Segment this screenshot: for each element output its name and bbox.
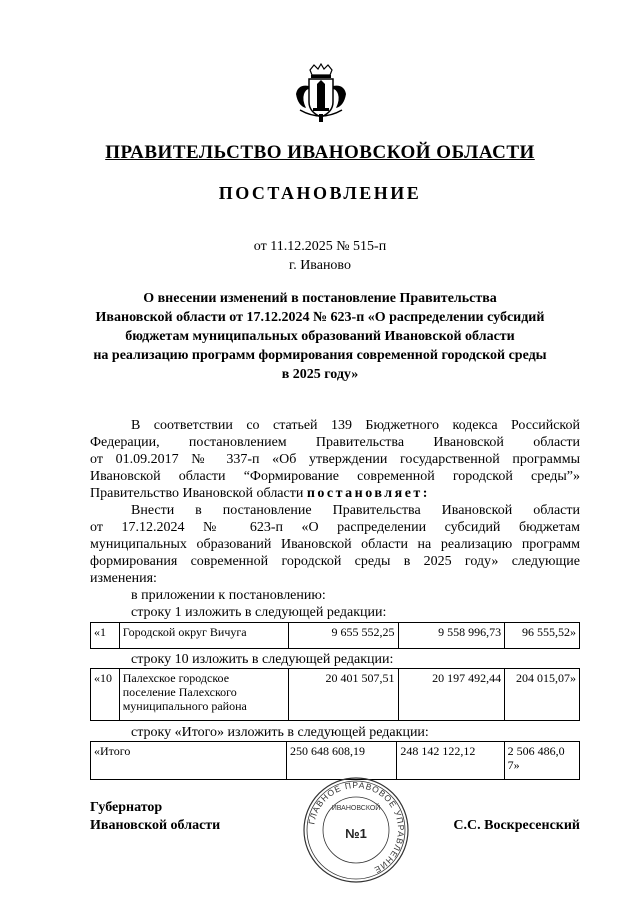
body-line: муниципальных образований Ивановской области на реализацию программ xyxy=(90,537,580,552)
document-type-title: ПОСТАНОВЛЕНИЕ xyxy=(218,183,422,203)
cell-num: «10 xyxy=(91,669,120,721)
document-city: г. Иваново xyxy=(289,258,351,273)
subject-line: на реализацию программ формирования современной городской среды xyxy=(93,348,547,363)
subject-line: в 2025 году» xyxy=(281,367,359,382)
document-date-number: от 11.12.2025 № 515-п xyxy=(253,239,387,254)
cell-value: 20 197 492,44 xyxy=(398,669,505,721)
table-row10 xyxy=(90,668,580,721)
organization-title: ПРАВИТЕЛЬСТВО ИВАНОВСКОЙ ОБЛАСТИ xyxy=(105,142,535,163)
body-line xyxy=(90,485,430,503)
cell-value: 2 506 486,07» xyxy=(504,742,579,780)
subject-line: Ивановской области от 17.12.2024 № 623-п «О распределении субсидий xyxy=(95,310,545,325)
body-line: формирования современной городской среды в 2025 году» следующие xyxy=(90,554,580,569)
cell-value: 9 558 996,73 xyxy=(398,623,505,649)
official-stamp xyxy=(302,776,410,884)
signatory-name: С.С. Воскресенский xyxy=(453,818,580,833)
body-line: Внести в постановление Правительства Ивановской области xyxy=(131,503,580,518)
body-line: В соответствии со статьей 139 Бюджетного кодекса Российской xyxy=(131,418,580,433)
body-line: Ивановской области “Формирование современной городской среды”» xyxy=(90,469,580,484)
coat-of-arms-icon xyxy=(290,62,352,124)
cell-value: 248 142 122,12 xyxy=(397,742,504,780)
body-line: в приложении к постановлению: xyxy=(131,588,326,603)
cell-value: 96 555,52» xyxy=(505,623,580,649)
cell-name: «Итого xyxy=(91,742,287,780)
body-line: от 17.12.2024 № 623-п «О распределении субсидий бюджетам xyxy=(90,520,580,535)
body-line: от 01.09.2017 № 337-п «Об утверждении государственной программы xyxy=(90,452,580,467)
body-text: Правительство Ивановской области xyxy=(90,486,307,501)
cell-name: Городской округ Вичуга xyxy=(119,623,288,649)
signatory-title: Губернатор xyxy=(90,800,163,815)
cell-value: 20 401 507,51 xyxy=(288,669,398,721)
cell-value: 250 648 608,19 xyxy=(287,742,397,780)
cell-value: 204 015,07» xyxy=(505,669,580,721)
table-total xyxy=(90,741,580,780)
stamp-top-text: ИВАНОВСКОЙ xyxy=(331,805,381,812)
total-intro: строку «Итого» изложить в следующей редакции: xyxy=(131,725,429,740)
subject-line: О внесении изменений в постановление Правительства xyxy=(143,291,497,306)
body-line: Федерации, постановлением Правительства Ивановской области xyxy=(90,435,580,450)
row10-intro: строку 10 изложить в следующей редакции: xyxy=(131,652,394,667)
cell-value: 9 655 552,25 xyxy=(288,623,398,649)
body-line: изменения: xyxy=(90,571,157,586)
signatory-title: Ивановской области xyxy=(90,818,221,833)
stamp-outer-text: ГЛАВНОЕ ПРАВОВОЕ УПРАВЛЕНИЕ xyxy=(306,779,407,876)
stamp-number: №1 xyxy=(345,826,367,841)
table-row1 xyxy=(90,622,580,649)
resolves-word: постановляет: xyxy=(306,486,430,501)
cell-name: Палехское городское поселение Палехского муниципального района xyxy=(119,669,288,721)
subject-line: бюджетам муниципальных образований Ивановской области xyxy=(125,329,515,344)
cell-num: «1 xyxy=(91,623,120,649)
row1-intro: строку 1 изложить в следующей редакции: xyxy=(131,605,387,620)
